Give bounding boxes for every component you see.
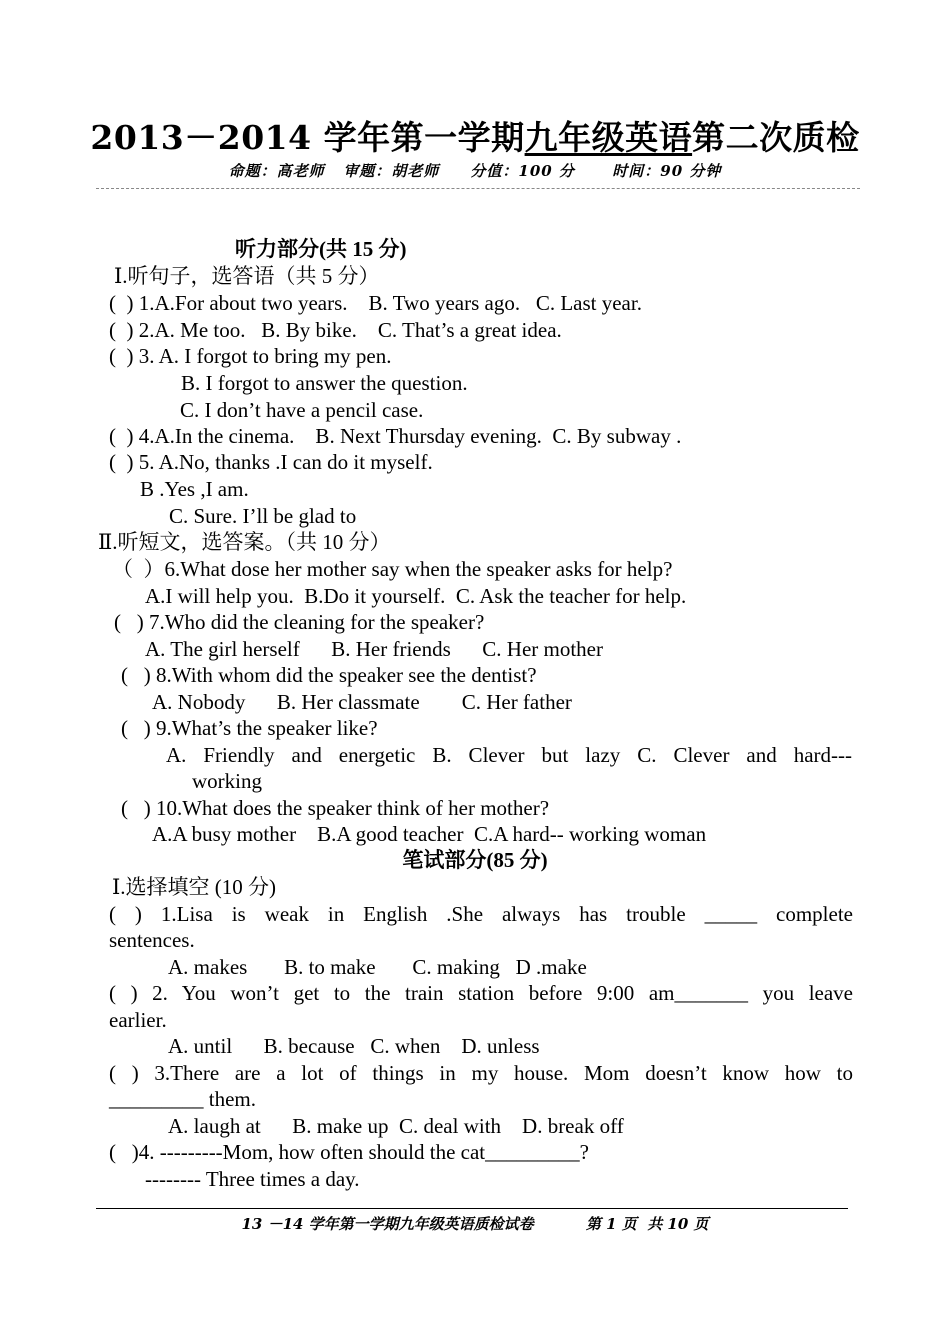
title-part-grade: 九年级英语 — [524, 118, 693, 157]
written-q4: ( )4. ---------Mom, how often should the cat_________? — [109, 1140, 589, 1164]
listening-q7: ( ) 7.Who did the cleaning for the speaker? — [114, 610, 485, 634]
listening-q6-options: A.I will help you. B.Do it yourself. C. Ask the teacher for help. — [145, 584, 687, 608]
page-title — [0, 112, 950, 159]
listening-q2: ( ) 2.A. Me too. B. By bike. C. That’s a great idea. — [109, 318, 562, 342]
written-q1: ( ) 1.Lisa is weak in English .She always has trouble _____ complete — [109, 902, 853, 926]
title-part-year: 2013－2014 学年第一学期 — [90, 118, 525, 157]
listening-part2-heading: Ⅱ.听短文，选答案。（共 10 分） — [98, 530, 391, 554]
listening-q3-option-c: C. I don’t have a pencil case. — [180, 398, 424, 422]
written-q3: ( ) 3.There are a lot of things in my house. Mom doesn’t know how to — [109, 1061, 853, 1085]
listening-q9-options: A. Friendly and energetic B. Clever but lazy C. Clever and hard--- — [166, 743, 852, 767]
listening-q8-options: A. Nobody B. Her classmate C. Her father — [152, 690, 572, 714]
written-q3-cont: _________ them. — [109, 1087, 256, 1111]
written-q2-options: A. until B. because C. when D. unless — [168, 1034, 540, 1058]
written-q4-answer: -------- Three times a day. — [145, 1167, 360, 1191]
exam-info: 命题：高老师 审题：胡老师 分值：100 分 时间：90 分钟 — [228, 162, 722, 180]
listening-q9: ( ) 9.What’s the speaker like? — [121, 716, 378, 740]
listening-q5: ( ) 5. A.No, thanks .I can do it myself. — [109, 450, 433, 474]
listening-q6: （ ）6.What dose her mother say when the speaker asks for help? — [112, 557, 673, 581]
written-q2-cont: earlier. — [109, 1008, 167, 1032]
written-part1-heading: Ⅰ.选择填空 (10 分) — [112, 875, 277, 899]
listening-q5-option-c: C. Sure. I’ll be glad to — [169, 504, 357, 528]
listening-q4: ( ) 4.A.In the cinema. B. Next Thursday evening. C. By subway . — [109, 424, 682, 448]
listening-q5-option-b: B .Yes ,I am. — [140, 477, 249, 501]
header-divider — [96, 188, 860, 189]
page-footer: 13 －14 学年第一学期九年级英语质检试卷 第 1 页 共 10 页 — [241, 1215, 709, 1233]
written-q1-cont: sentences. — [109, 928, 195, 952]
listening-part1-heading: Ⅰ.听句子，选答语（共 5 分） — [114, 264, 380, 288]
footer-divider — [96, 1208, 848, 1209]
written-q2: ( ) 2. You won’t get to the train station before 9:00 am_______ you leave — [109, 981, 853, 1005]
written-q3-options: A. laugh at B. make up C. deal with D. break off — [168, 1114, 624, 1138]
title-part-exam: 第二次质检 — [692, 118, 860, 157]
listening-q3-option-b: B. I forgot to answer the question. — [181, 371, 468, 395]
listening-q7-options: A. The girl herself B. Her friends C. Her mother — [145, 637, 604, 661]
listening-heading: 听力部分(共 15 分) — [235, 237, 407, 261]
listening-q10-options: A.A busy mother B.A good teacher C.A hard-- working woman — [152, 822, 707, 846]
listening-q9-options-cont: working — [192, 769, 262, 793]
written-q1-options: A. makes B. to make C. making D .make — [168, 955, 587, 979]
listening-q3: ( ) 3. A. I forgot to bring my pen. — [109, 344, 392, 368]
written-heading: 笔试部分(85 分) — [402, 848, 548, 872]
listening-q1: ( ) 1.A.For about two years. B. Two years ago. C. Last year. — [109, 291, 642, 315]
listening-q8: ( ) 8.With whom did the speaker see the dentist? — [121, 663, 537, 687]
listening-q10: ( ) 10.What does the speaker think of her mother? — [121, 796, 550, 820]
